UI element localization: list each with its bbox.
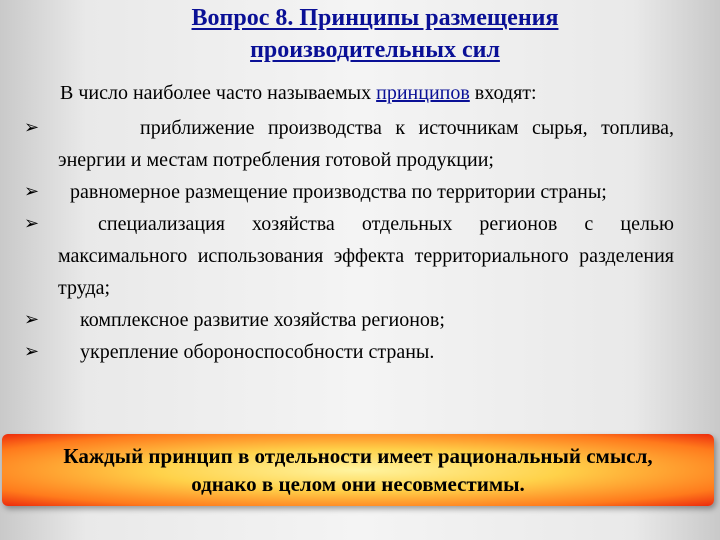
arrow-bullet-icon: ➢	[24, 117, 40, 138]
slide-title-line1: Вопрос 8. Принципы размещения	[191, 5, 559, 31]
intro-after: входят:	[469, 82, 537, 104]
list-item-text: специализация хозяйства отдельных регионов с целью максимального использования эффекта территориального разделения труда;	[58, 213, 674, 299]
intro-before: В число наиболее часто называемых	[60, 82, 377, 104]
list-item-text: укрепление обороноспособности страны.	[80, 341, 435, 363]
list-item-text: комплексное развитие хозяйства регионов;	[80, 309, 445, 331]
arrow-bullet-icon: ➢	[24, 341, 40, 362]
conclusion-callout	[2, 434, 714, 506]
arrow-bullet-icon: ➢	[24, 309, 40, 330]
list-item	[24, 208, 674, 304]
list-item	[24, 304, 674, 336]
callout-line2: однако в целом они несовместимы.	[191, 472, 525, 496]
callout-line1: Каждый принцип в отдельности имеет рациональный смысл,	[63, 444, 653, 468]
intro-text	[60, 80, 700, 106]
list-item	[24, 336, 674, 368]
arrow-bullet-icon: ➢	[24, 181, 40, 202]
list-item	[24, 112, 674, 176]
slide-title-line2: производительных сил	[250, 37, 500, 63]
list-item-text: приближение производства к источникам сырья, топлива, энергии и местам потребления готовой продукции;	[58, 117, 674, 171]
list-item-text: равномерное размещение производства по территории страны;	[70, 181, 607, 203]
arrow-bullet-icon: ➢	[24, 213, 40, 234]
slide-title	[140, 2, 610, 66]
list-item	[24, 176, 674, 208]
intro-highlight: принципов	[376, 82, 470, 104]
principles-list	[24, 112, 674, 368]
